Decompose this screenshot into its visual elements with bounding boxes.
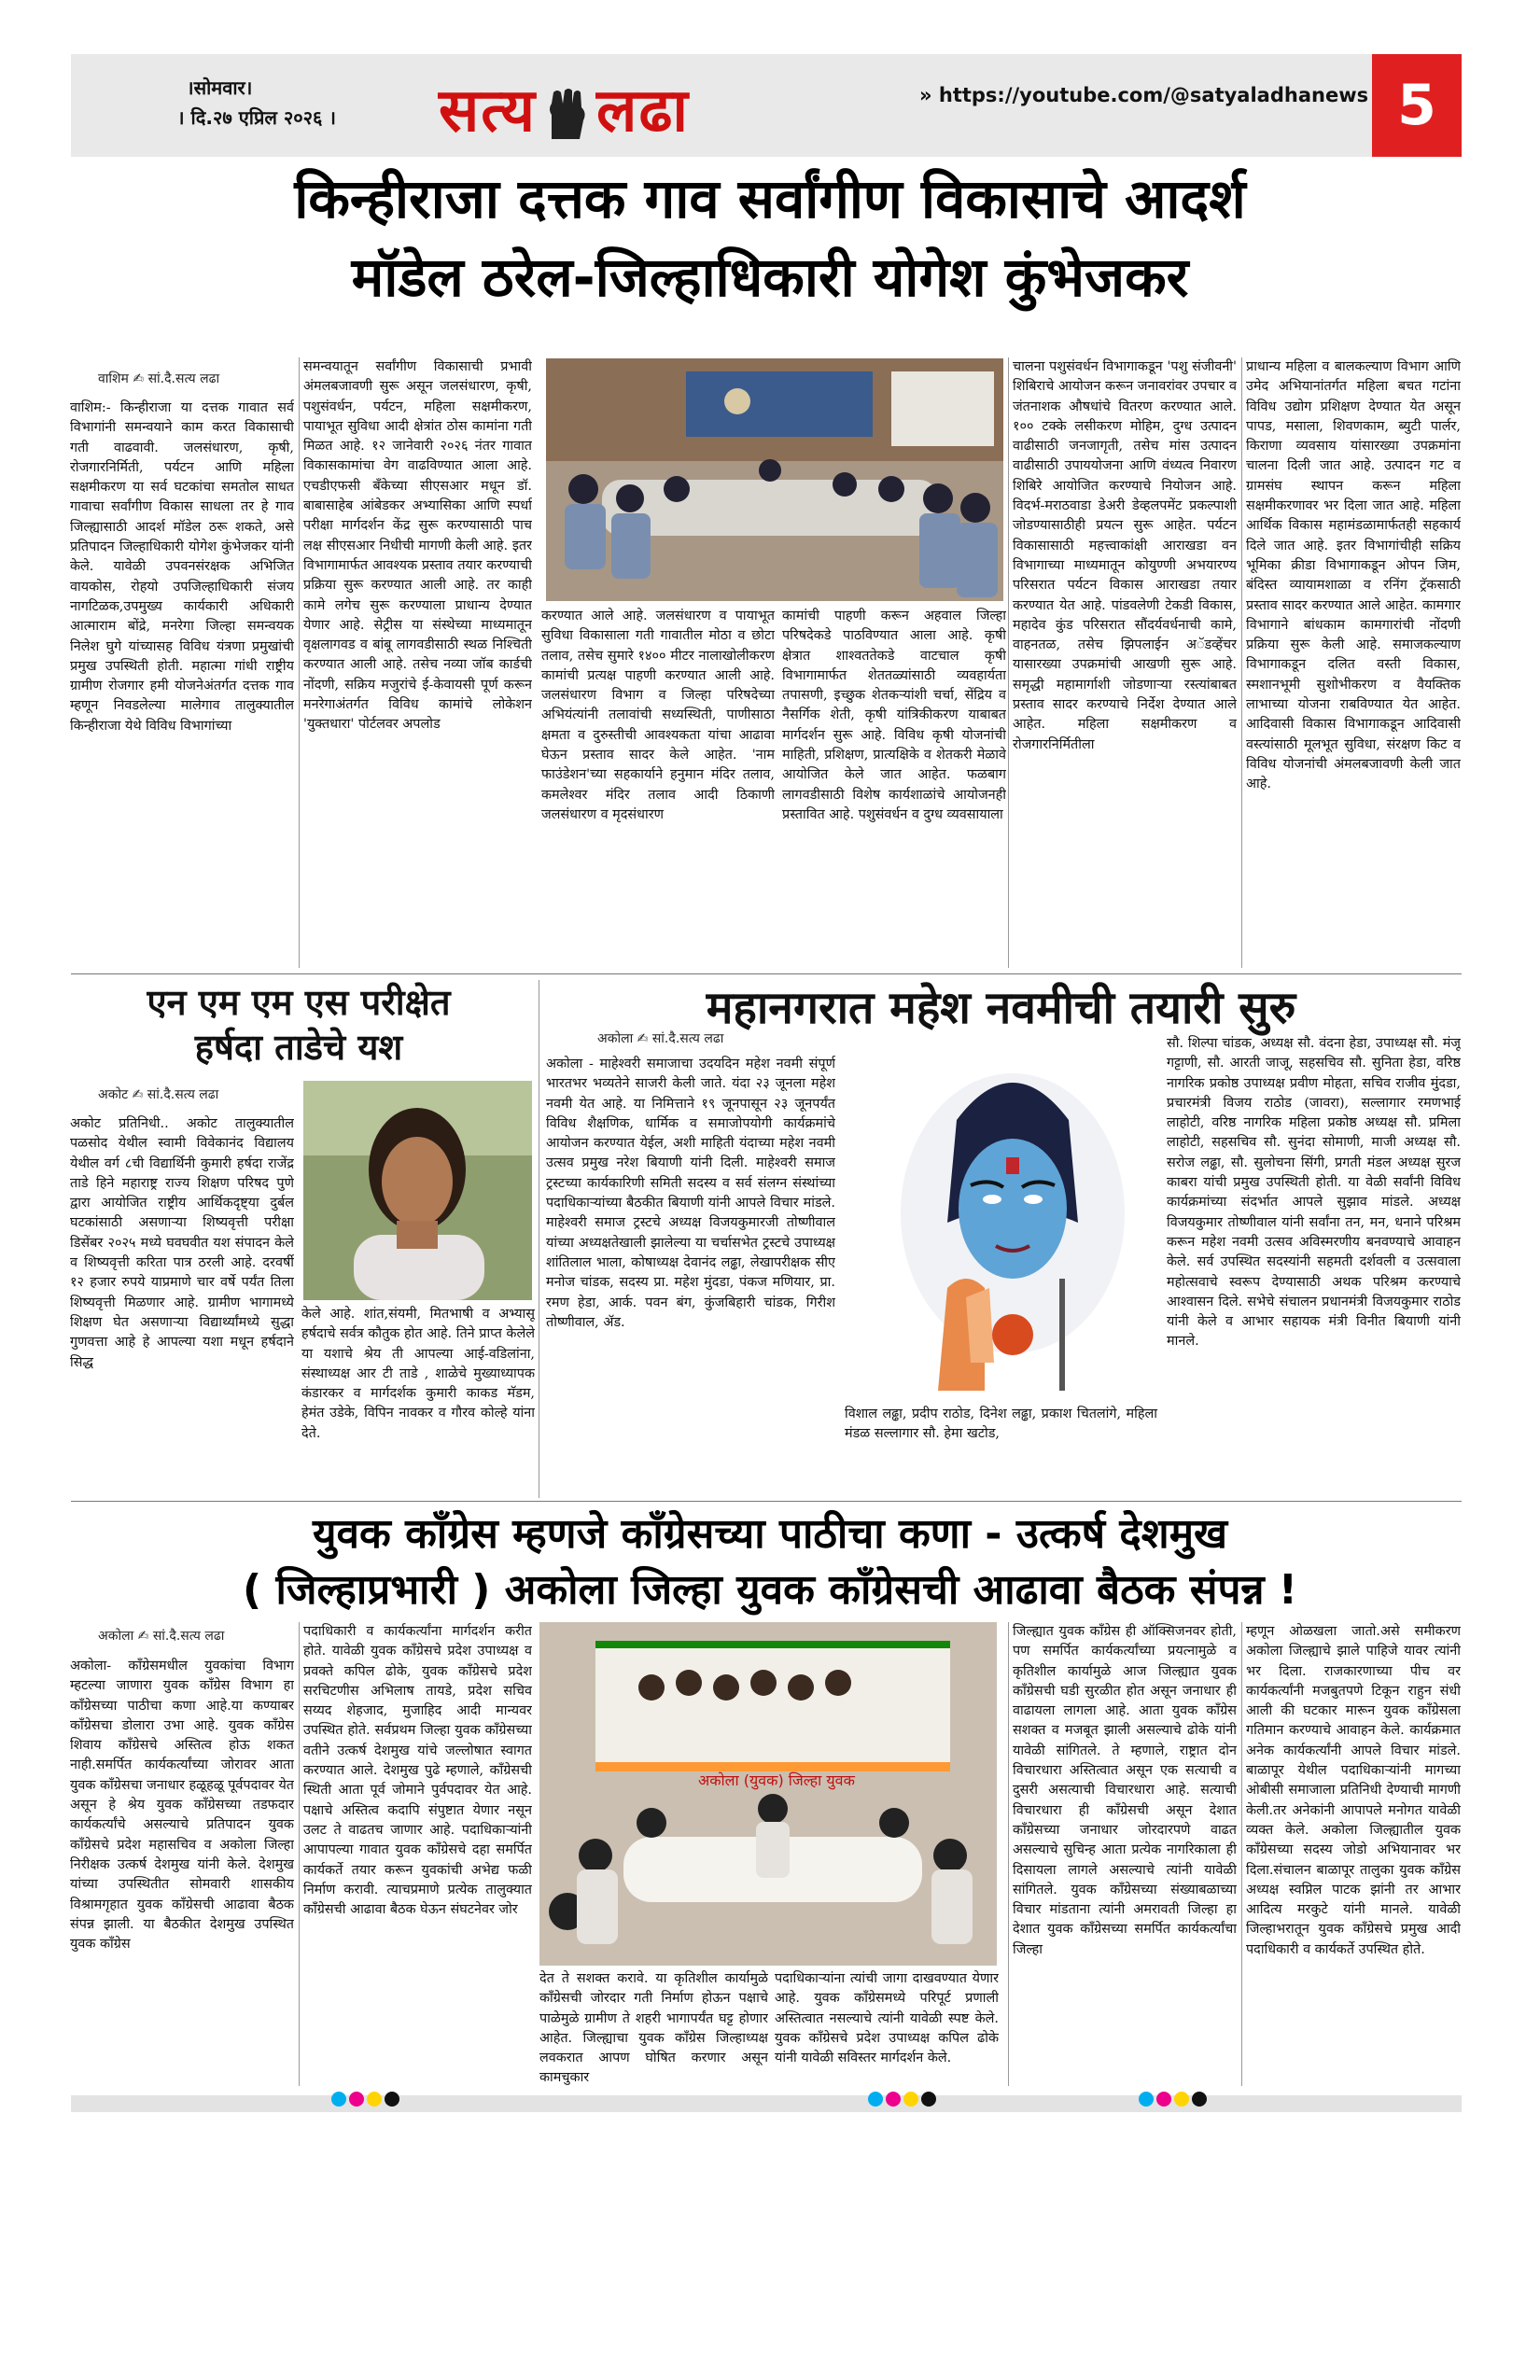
pen-icon: ✍ bbox=[132, 1087, 144, 1102]
article2-col2: केले आहे. शांत,संयमी, मितभाषी व अभ्यासू हर्षदाचे सर्वत्र कौतुक होत आहे. तिने प्राप्त केलेले या यशाचे श्रेय ती आपल्या आई-वडिलांना, संस्थाध्यक्ष आर टी ताडे , शाळेचे मुख्याध्यापक कंडारकर व मार्गदर्शक कुमारी काकड मॅडम, हेमंत उडेके, विपिन नावकर व गौरव कोल्हे यांना देते. bbox=[301, 1307, 535, 1441]
article4-col5: जिल्ह्यात युवक कॉंग्रेस ही ऑक्सिजनवर होती, पण समर्पित कार्यकर्त्यांच्या प्रयत्नामुळे व कृतिशील कार्यामुळे आज जिल्ह्यात युवक कॉंग्रेसची घडी सुरळीत होत असून जनाधार ही वाढायला लागला आहे. आता युवक कॉंग्रेस सशक्त व मजबूत झाली असल्याचे ढोके यांनी यावेळी सांगितले. ते म्हणाले, राष्ट्रात दोन विचारधारा अस्तित्वात असून एक सत्याची व दुसरी असत्याची विचारधारा आहे. सत्याची विचारधारा ही कॉंग्रेसची असून देशात कॉंग्रेसच्या जनाधार जोरदारपणे वाढत असल्याचे सुचिन्ह आता प्रत्येक नागरिकाला ही दिसायला लागले असल्याचे त्यांनी यावेळी सांगितले. युवक कॉंग्रेसच्या संख्याबळाच्या विचार मांडताना त्यांनी अमरावती जिल्हा हा देशात युवक कॉंग्रेसच्या समर्पित कार्यकर्त्यांचा जिल्हा bbox=[1013, 1624, 1237, 1957]
article1-byline: वाशिम ✍ सां.दै.सत्य लढा bbox=[98, 371, 220, 386]
article1-headline-line2: मॉडेल ठरेल-जिल्हाधिकारी योगेश कुंभेजकर bbox=[351, 245, 1189, 309]
article3-byline: अकोला ✍ सां.दै.सत्य लढा bbox=[597, 1031, 724, 1046]
footer-bar bbox=[71, 2095, 1462, 2112]
page-number: 5 bbox=[1372, 54, 1462, 157]
raised-fist-icon bbox=[542, 87, 591, 141]
youtube-link[interactable]: » https://youtube.com/@satyaladhanews bbox=[919, 84, 1369, 106]
lord-shiva-illustration bbox=[882, 1055, 1143, 1400]
column-divider bbox=[1008, 1622, 1009, 2086]
registration-marks bbox=[1139, 2092, 1210, 2110]
article4-headline-line2: ( जिल्हाप्रभारी ) अकोला जिल्हा युवक कॉंग्रेसची आढावा बैठक संपन्न ! bbox=[243, 1566, 1297, 1614]
column-divider bbox=[299, 357, 300, 968]
article1-col5: चालना पशुसंवर्धन विभागाकडून 'पशु संजीवनी' शिबिराचे आयोजन करून जनावरांवर उपचार व जंतनाशक औषधांचे वितरण करण्यात आले. १०० टक्के लसीकरण मोहिम, दुग्ध उत्पादन वाढीसाठी जनजागृती, तसेच मांस उत्पादन वाढीसाठी उपाययोजना आणि वंध्यत्व निवारण शिबिरे आयोजित करण्याचे नियोजन आहे. विदर्भ-मराठवाडा डेअरी डेव्हलपमेंट प्रकल्पाशी जोडण्यासाठीही प्रयत्न सुरू आहेत. पर्यटन विकासासाठी महत्त्वाकांक्षी आराखडा वन विभागाच्या माध्यमातून कोयुण्णी अभयारण्य परिसरात पर्यटन विकास आराखडा तयार करण्यात येत आहे. पांडवलेणी टेकडी विकास, महादेव कुंड परिसरात सौंदर्यवर्धनाची कामे, वाहनतळ, तसेच झिपलाईन अॅडव्हेंचर यासारख्या उपक्रमांची आखणी सुरू आहे. समृद्धी महामार्गाशी जोडणाऱ्या रस्त्यांबाबत प्रस्ताव सादर करण्याचे निर्देश देण्यात आले आहेत. महिला सक्षमीकरण व रोजगारनिर्मितीला bbox=[1013, 359, 1237, 752]
logo-left-text: सत्य bbox=[439, 77, 537, 146]
article4-col2: पदाधिकारी व कार्यकर्त्यांना मार्गदर्शन करीत होते. यावेळी युवक कॉंग्रेसचे प्रदेश उपाध्यक्ष व प्रवक्ते कपिल ढोके, युवक कॉंग्रेसचे प्रदेश सरचिटणीस अभिलाष तायडे, प्रदेश सचिव सय्यद शेहजाद, मुजाहिद आदी मान्यवर उपस्थित होते. सर्वप्रथम जिल्हा युवक कॉंग्रेसच्या वतीने उत्कर्ष देशमुख यांचे जल्लोषात स्वागत करण्यात आले. देशमुख पुढे म्हणाले, कॉंग्रेसची स्थिती आता पूर्व जोमाने पुर्वपदावर येत आहे. पक्षाचे अस्तित्व कदापि संपुष्टात येणार नसून उलट ते वाढतच जाणार आहे. पदाधिकाऱ्यांनी आपापल्या गावात युवक कॉंग्रेसचे दहा समर्पित कार्यकर्ते तयार करून युवकांची अभेद्य फळी निर्माण करावी. त्याचप्रमाणे प्रत्येक तालुक्यात कॉंग्रेसची आढावा बैठक घेऊन संघटनेवर जोर bbox=[303, 1624, 532, 1918]
column-divider bbox=[299, 1622, 300, 2086]
newspaper-logo bbox=[439, 67, 690, 148]
issue-date: । दि.२७ एप्रिल २०२६ । bbox=[177, 106, 336, 129]
article4-col1: अकोला- कॉंग्रेसमधील युवकांचा विभाग म्हटल्या जाणारा युवक कॉंग्रेस विभाग हा कॉंग्रेसच्या पाठीचा कणा आहे.या कण्याबर कॉंग्रेसचा डोलारा उभा आहे. युवक कॉंग्रेस शिवाय कॉंग्रेसचे अस्तित्व होऊ शकत नाही.समर्पित कार्यकर्त्यांच्या जोरावर आता युवक कॉंग्रेसचा जनाधार हळूहळू पूर्वपदावर येत असून हे श्रेय युवक कॉंग्रेसच्या तडफदार कार्यकर्त्यांचे असल्याचे प्रतिपादन युवक कॉंग्रेसचे प्रदेश महासचिव व अकोला जिल्हा निरीक्षक उत्कर्ष देशमुख यांनी केले. देशमुख यांच्या उपस्थितीत सोमवारी शासकीय विश्रामगृहात युवक कॉंग्रेसची आढावा बैठक संपन्न झाली. या बैठकीत देशमुख उपस्थित युवक कॉंग्रेस bbox=[70, 1659, 294, 1953]
article2-headline-line1: एन एम एम एस परीक्षेत bbox=[147, 982, 451, 1023]
congress-meeting-photo bbox=[539, 1622, 997, 1966]
article4-byline: अकोला ✍ सां.दै.सत्य लढा bbox=[98, 1629, 225, 1644]
article3-caption: विशाल लढ्ढा, प्रदीप राठोड, दिनेश लढ्ढा, प्रकाश चितलांगे, महिला मंडळ सल्लागार सौ. हेमा खटोड, bbox=[845, 1407, 1157, 1442]
banner-text: अकोला (युवक) जिल्हा युवक bbox=[698, 1771, 855, 1789]
column-divider bbox=[1241, 1622, 1242, 2086]
logo-right-text: लढा bbox=[595, 77, 690, 146]
pen-icon: ✍ bbox=[637, 1031, 649, 1046]
article2-byline: अकोट ✍ सां.दै.सत्य लढा bbox=[98, 1087, 219, 1102]
article4-col6: म्हणून ओळखला जातो.असे समीकरण अकोला जिल्ह्याचे झाले पाहिजे यावर त्यांनी भर दिला. राजकारणाच्या पीच वर कार्यकर्त्यांनी मजबुतपणे टिकून राहुन संधी आली की घटकार मारून युवक कॉंग्रेसला गतिमान करण्याचे आवाहन केले. कार्यक्रमात अनेक कार्यकर्त्यांनी आपले विचार मांडले. बाळापूर येथील पदाधिकाऱ्यांनी मागच्या ओबीसी समाजाला प्रतिनिधी देण्याची मागणी केली.तर अनेकांनी आपापले मनोगत यावेळी व्यक्त केले. अकोला जिल्ह्यातील युवक कॉंग्रेसच्या सदस्य जोडो अभियानावर भर दिला.संचालन बाळापूर तालुका युवक कॉंग्रेस अध्यक्ष स्वप्निल पाटक झांनी तर आभार आदित्य मरकुटे यांनी मानले. यावेळी जिल्हाभरातून युवक कॉंग्रेसचे प्रमुख आदी पदाधिकारी व कार्यकर्ते उपस्थित होते. bbox=[1246, 1624, 1461, 1957]
article1-col1: वाशिम:- किन्हीराजा या दत्तक गावात सर्व विभागांनी समन्वयाने काम करत विकासाची गती वाढवावी. जलसंधारण, कृषी, रोजगारनिर्मिती, पर्यटन आणि महिला सक्षमीकरण या सर्व घटकांचा समतोल साधत गावाचा सर्वांगीण विकास साधला तर हे गाव जिल्ह्यासाठी आदर्श मॉडेल ठरू शकते, असे प्रतिपादन जिल्हाधिकारी योगेश कुंभेजकर यांनी केले. यावेळी उपवनसंरक्षक अभिजित वायकोस, रोहयो उपजिल्हाधिकारी संजय नागटिळक,उपमुख्य कार्यकारी अधिकारी आत्माराम बोंद्रे, मनरेगा जिल्हा समन्वयक निलेश घुगे यांच्यासह विविध यंत्रणा प्रमुखांची प्रमुख उपस्थिती होती. महात्मा गांधी राष्ट्रीय ग्रामीण रोजगार हमी योजनेअंतर्गत दत्तक गाव म्हणून निवडलेल्या मालेगाव तालुक्यातील किन्हीराजा येथे विविध विभागांच्या bbox=[70, 400, 294, 734]
section-divider bbox=[71, 1501, 1462, 1502]
article3-col1: अकोला - माहेश्वरी समाजाचा उदयदिन महेश नवमी संपूर्ण भारतभर भव्यतेने साजरी केली जाते. यंदा २३ जूनला महेश नवमी येत आहे. या निमित्ताने १९ जूनपासून २३ जूनपर्यंत विविध शैक्षणिक, धार्मिक व समाजोपयोगी कार्यक्रमांचे आयोजन करण्यात येईल, अशी माहिती यंदाच्या महेश नवमी उत्सव प्रमुख नरेश बियाणी यांनी दिली. माहेश्वरी समाज ट्रस्टच्या कार्यकारिणी समिती सदस्य व सर्व संलग्न संस्थांच्या पदाधिकाऱ्यांच्या बैठकीत बियाणी यांनी आपले विचार मांडले. माहेश्वरी समाज ट्रस्टचे अध्यक्ष विजयकुमारजी तोष्णीवाल यांच्या अध्यक्षतेखाली झालेल्या या चर्चासभेत ट्रस्टचे उपाध्यक्ष शांतिलाल भाला, कोषाध्यक्ष देवानंद लढ्ढा, लेखापरीक्षक सीए मनोज चांडक, सदस्य प्रा. महेश मुंदडा, पंकज मणियार, प्रा. रमण हेडा, आर्क. पवन बंग, कुंजबिहारी चांडक, गिरीश तोष्णीवाल, ॲड. bbox=[546, 1057, 835, 1330]
article3-headline: महानगरात महेश नवमीची तयारी सुरु bbox=[706, 982, 1296, 1034]
pen-icon: ✍ bbox=[133, 371, 145, 386]
article1-col6: प्राधान्य महिला व बालकल्याण विभाग आणि उमेद अभियानांतर्गत महिला बचत गटांना विविध उद्योग प्रशिक्षण देण्यात येत असून पापड, मसाला, शिवणकाम, ब्युटी पार्लर, किराणा व्यवसाय यांसारख्या उपक्रमांना चालना दिली जात आहे. उत्पादन गट व ग्रामसंघ स्थापन करून महिला सक्षमीकरणावर भर दिला जात आहे. महिला आर्थिक विकास महामंडळामार्फतही सहकार्य दिले जात आहे. इतर विभागांचीही सक्रिय भूमिका क्रीडा विभागाकडून ओपन जिम, बंदिस्त व्यायामशाळा व रनिंग ट्रॅकसाठी प्रस्ताव सादर करण्यात आले आहेत. कामगार विभागाने बांधकाम कामगारांची नोंदणी प्रक्रिया सुरू केली आहे. समाजकल्याण विभागाकडून दलित वस्ती विकास, स्मशानभूमी सुशोभीकरण व वैयक्तिक लाभाच्या योजना राबविण्यात येत आहेत. आदिवासी विकास विभागाकडून आदिवासी वस्त्यांसाठी मूलभूत सुविधा, संरक्षण किट व विविध योजनांची अंमलबजावणी केली जात आहे. bbox=[1246, 359, 1461, 792]
article4-col3: देत ते सशक्त करावे. या कृतिशील कार्यामुळे कॉंग्रेसची जोरदार गती निर्माण होऊन पक्षाचे पाळेमुळे ग्रामीण ते शहरी भागापर्यंत घट्ट होणार आहेत. जिल्ह्याचा युवक कॉंग्रेस जिल्हाध्यक्ष लवकरात आपण घोषित करणार असून कामचुकार bbox=[539, 1971, 768, 2086]
meeting-photo bbox=[546, 358, 1003, 601]
article4-headline-line1: युवक कॉंग्रेस म्हणजे कॉंग्रेसच्या पाठीचा कणा - उत्कर्ष देशमुख bbox=[312, 1510, 1228, 1558]
article1-col4: कामांची पाहणी करून अहवाल जिल्हा परिषदेकडे पाठविण्यात आला आहे. कृषी क्षेत्रात शाश्वततेकडे वाटचाल कृषी विभागामार्फत शेततळ्यांसाठी व्यवहार्यता तपासणी, इच्छुक शेतकऱ्यांशी चर्चा, सेंद्रिय व नैसर्गिक शेती, कृषी यांत्रिकीकरण याबाबत मार्गदर्शन सुरू आहे. विविध कृषी योजनांची माहिती, प्रशिक्षण, प्रात्यक्षिके व शेतकरी मेळावे आयोजित केले जात आहेत. फळबाग लागवडीसाठी विशेष कार्यशाळांचे आयोजनही प्रस्तावित आहे. पशुसंवर्धन व दुग्ध व्यवसायाला bbox=[782, 609, 1006, 822]
weekday: ।सोमवार। bbox=[187, 77, 253, 99]
article2-headline-line2: हर्षदा ताडेचे यश bbox=[194, 1027, 403, 1068]
pen-icon: ✍ bbox=[137, 1629, 149, 1644]
article1-col2: समन्वयातून सर्वांगीण विकासाची प्रभावी अंमलबजावणी सुरू असून जलसंधारण, कृषी, पशुसंवर्धन, पर्यटन, महिला सक्षमीकरण, पायाभूत सुविधा आदी क्षेत्रांत ठोस कामांना गती मिळत आहे. १२ जानेवारी २०२६ नंतर गावात विकासकामांचा वेग वाढविण्यात आला आहे. एचडीएफसी बँकेच्या सीएसआर मधून डॉ. बाबासाहेब आंबेडकर अभ्यासिका आणि स्पर्धा परीक्षा मार्गदर्शन केंद्र सुरू करण्यासाठी पाच लक्ष सीएसआर निधीची मागणी केली आहे. इतर विभागामार्फत आवश्यक प्रस्ताव तयार करण्याची प्रक्रिया सुरू करण्यात आली आहे. तर काही कामे लगेच सुरू करण्याला प्राधान्य देण्यात येणार आहे. सेट्रीस या संस्थेच्या माध्यमातून वृक्षलागवड व बांबू लागवडीसाठी स्थळ निश्चिती करण्यात आली आहे. तसेच नव्या जॉब कार्डची नोंदणी, सक्रिय मजुरांचे ई-केवायसी पूर्ण करून मनरेगाअंतर्गत विविध कामांचे लोकेशन 'युक्तधारा' पोर्टलवर अपलोड bbox=[303, 359, 532, 733]
article1-col3: करण्यात आले आहे. जलसंधारण व पायाभूत सुविधा विकासाला गती गावातील मोठा व छोटा तलाव, तसेच सुमारे १४०० मीटर नालाखोलीकरण कामांची प्रत्यक्ष पाहणी करण्यात आली आहे. जलसंधारण विभाग व जिल्हा परिषदेच्या अभियंत्यांनी तलावांची सध्यस्थिती, पाणीसाठा क्षमता व दुरुस्तीची आवश्यकता यांचा आढावा घेऊन प्रस्ताव सादर केले आहेत. 'नाम फाउंडेशन'च्या सहकार्याने हनुमान मंदिर तलाव, कमलेश्वर मंदिर तलाव आदी ठिकाणी जलसंधारण व मृदसंधारण bbox=[541, 609, 775, 822]
section-divider bbox=[71, 973, 1462, 974]
student-photo bbox=[303, 1081, 532, 1300]
article3-col3: सौ. शिल्पा चांडक, अध्यक्ष सौ. वंदना हेडा, उपाध्यक्ष सौ. मंजू गट्टाणी, सौ. आरती जाजू, सहसचिव सौ. सुनिता हेडा, वरिष्ठ नागरिक प्रकोष्ठ उपाध्यक्ष प्रवीण मोहता, सचिव राजीव मुंदडा, प्रचारमंत्री विजय राठोड (जावरा), सल्लागार रमणभाई लाहोटी, वरिष्ठ नागरिक महिला प्रकोष्ठ अध्यक्ष सौ. प्रमिला लाहोटी, सहसचिव सौ. सुनंदा सोमाणी, माजी अध्यक्ष सौ. सरोज लढ्ढा, सौ. सुलोचना सिंगी, प्रगती मंडल अध्यक्ष सुरज काबरा यांची प्रमुख उपस्थिती होती. या वेळी सर्वांनी विविध कार्यक्रमांच्या संदर्भात आपले सुझाव मांडले. अध्यक्ष विजयकुमार तोष्णीवाल यांनी सर्वांना तन, मन, धनाने परिश्रम करून महेश नवमी उत्सव अविस्मरणीय बनवण्याचे आवाहन केले. सर्व उपस्थित सदस्यांनी सहमती दर्शवली व उत्सवाला महोत्सवाचे स्वरूप देण्यासाठी अथक परिश्रम करण्याचे आश्वासन दिले. सभेचे संचालन प्रधानमंत्री विजयकुमार राठोड यांनी केले व आभार सहायक मंत्री विनीत बियाणी यांनी मानले. bbox=[1167, 1036, 1461, 1350]
column-divider bbox=[1241, 357, 1242, 968]
article4-col4: पदाधिकाऱ्यांना त्यांची जागा दाखवण्यात येणार आहे. युवक कॉंग्रेसमध्ये परिपूर्ट प्रणाली अस्तित्वात नसल्याचे त्यांनी यावेळी स्पष्ट केले. युवक कॉंग्रेसचे प्रदेश उपाध्यक्ष कपिल ढोके यांनी यावेळी सविस्तर मार्गदर्शन केले. bbox=[775, 1971, 999, 2066]
registration-marks bbox=[868, 2092, 939, 2110]
article1-headline-line1: किन्हीराजा दत्तक गाव सर्वांगीण विकासाचे आदर्श bbox=[294, 167, 1246, 231]
article2-col1: अकोट प्रतिनिधी.. अकोट तालुक्यातील पळसोद येथील स्वामी विवेकानंद विद्यालय येथील वर्ग ८ची विद्यार्थिनी कुमारी हर्षदा राजेंद्र ताडे हिने महाराष्ट्र राज्य शिक्षण परिषद पुणे द्वारा आयोजित राष्ट्रीय आर्थिकदृष्ट्या दुर्बल घटकांसाठी असणाऱ्या शिष्यवृत्ती परीक्षा डिसेंबर २०२५ मध्ये घवघवीत यश संपादन केले व शिष्यवृत्ती करिता पात्र ठरली आहे. दरवर्षी १२ हजार रुपये याप्रमाणे चार वर्षे पर्यंत तिला शिष्यवृत्ती मिळणार आहे. ग्रामीण भागामध्ये शिक्षण घेत असणाऱ्या विद्यार्थ्यांमध्ये सुद्धा गुणवत्ता आहे हे आपल्या यशा मधून हर्षदाने सिद्ध bbox=[70, 1116, 294, 1370]
registration-marks bbox=[331, 2092, 402, 2110]
column-divider bbox=[1008, 357, 1009, 968]
